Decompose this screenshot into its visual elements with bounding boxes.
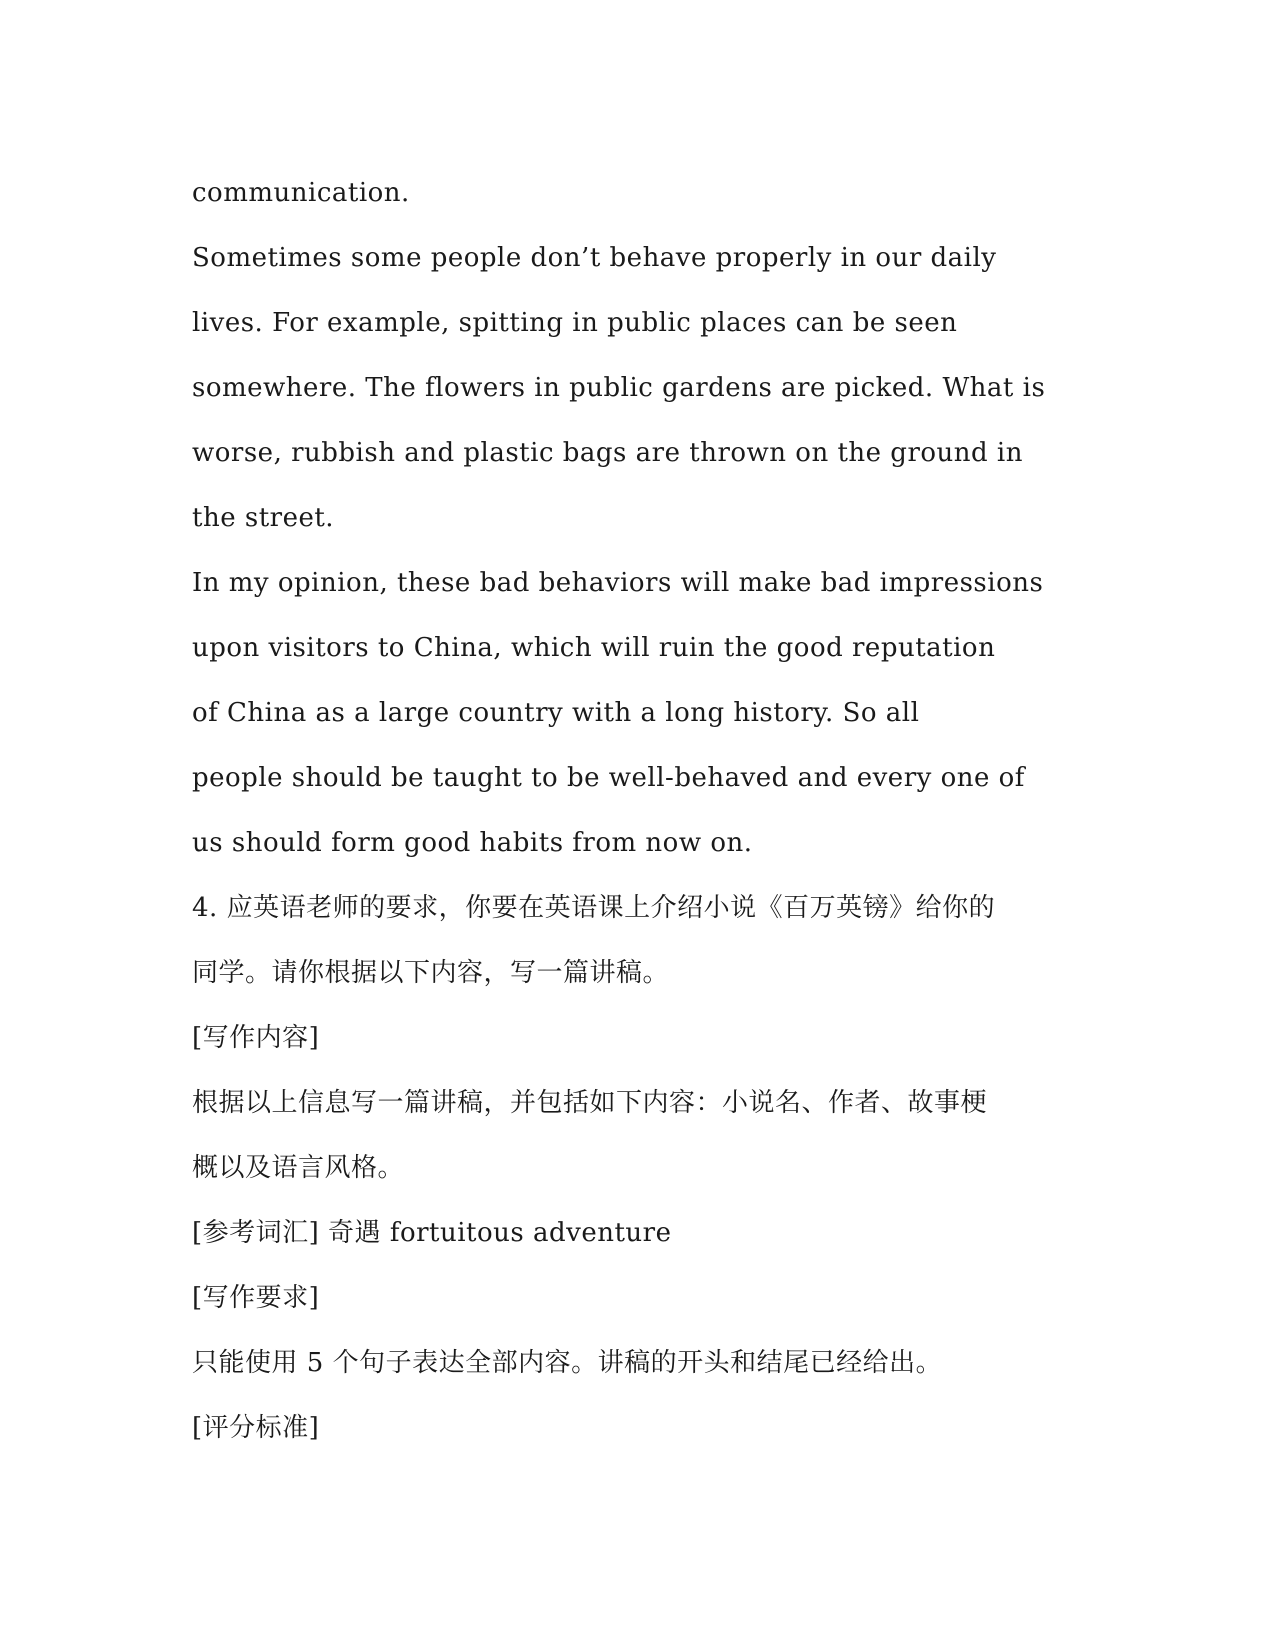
document-body	[192, 161, 1092, 1461]
text-line: lives. For example, spitting in public places can be seen	[192, 308, 958, 338]
section-label-scoring-criteria: [评分标准]	[192, 1413, 320, 1443]
text-line: somewhere. The flowers in public gardens are picked. What is	[192, 373, 1046, 403]
text-line: worse, rubbish and plastic bags are thrown on the ground in	[192, 438, 1023, 468]
section-label-writing-content: [写作内容]	[192, 1023, 320, 1053]
text-line: the street.	[192, 503, 335, 533]
text-line: communication.	[192, 178, 410, 208]
text-line: 概以及语言风格。	[192, 1153, 405, 1183]
text-line: us should form good habits from now on.	[192, 828, 753, 858]
question-heading: 4. 应英语老师的要求，你要在英语课上介绍小说《百万英镑》给你的	[192, 893, 996, 923]
text-line: 只能使用 5 个句子表达全部内容。讲稿的开头和结尾已经给出。	[192, 1348, 943, 1378]
text-line: In my opinion, these bad behaviors will make bad impressions	[192, 568, 1044, 598]
text-line: of China as a large country with a long history. So all	[192, 698, 920, 728]
reference-vocabulary: [参考词汇] 奇遇 fortuitous adventure	[192, 1218, 672, 1248]
text-line: 根据以上信息写一篇讲稿，并包括如下内容：小说名、作者、故事梗	[192, 1088, 988, 1118]
text-line: people should be taught to be well-behaved and every one of	[192, 763, 1025, 793]
text-line: 同学。请你根据以下内容，写一篇讲稿。	[192, 958, 670, 988]
section-label-writing-requirements: [写作要求]	[192, 1283, 320, 1313]
text-line: Sometimes some people don’t behave properly in our daily	[192, 243, 997, 273]
text-line: upon visitors to China, which will ruin the good reputation	[192, 633, 996, 663]
